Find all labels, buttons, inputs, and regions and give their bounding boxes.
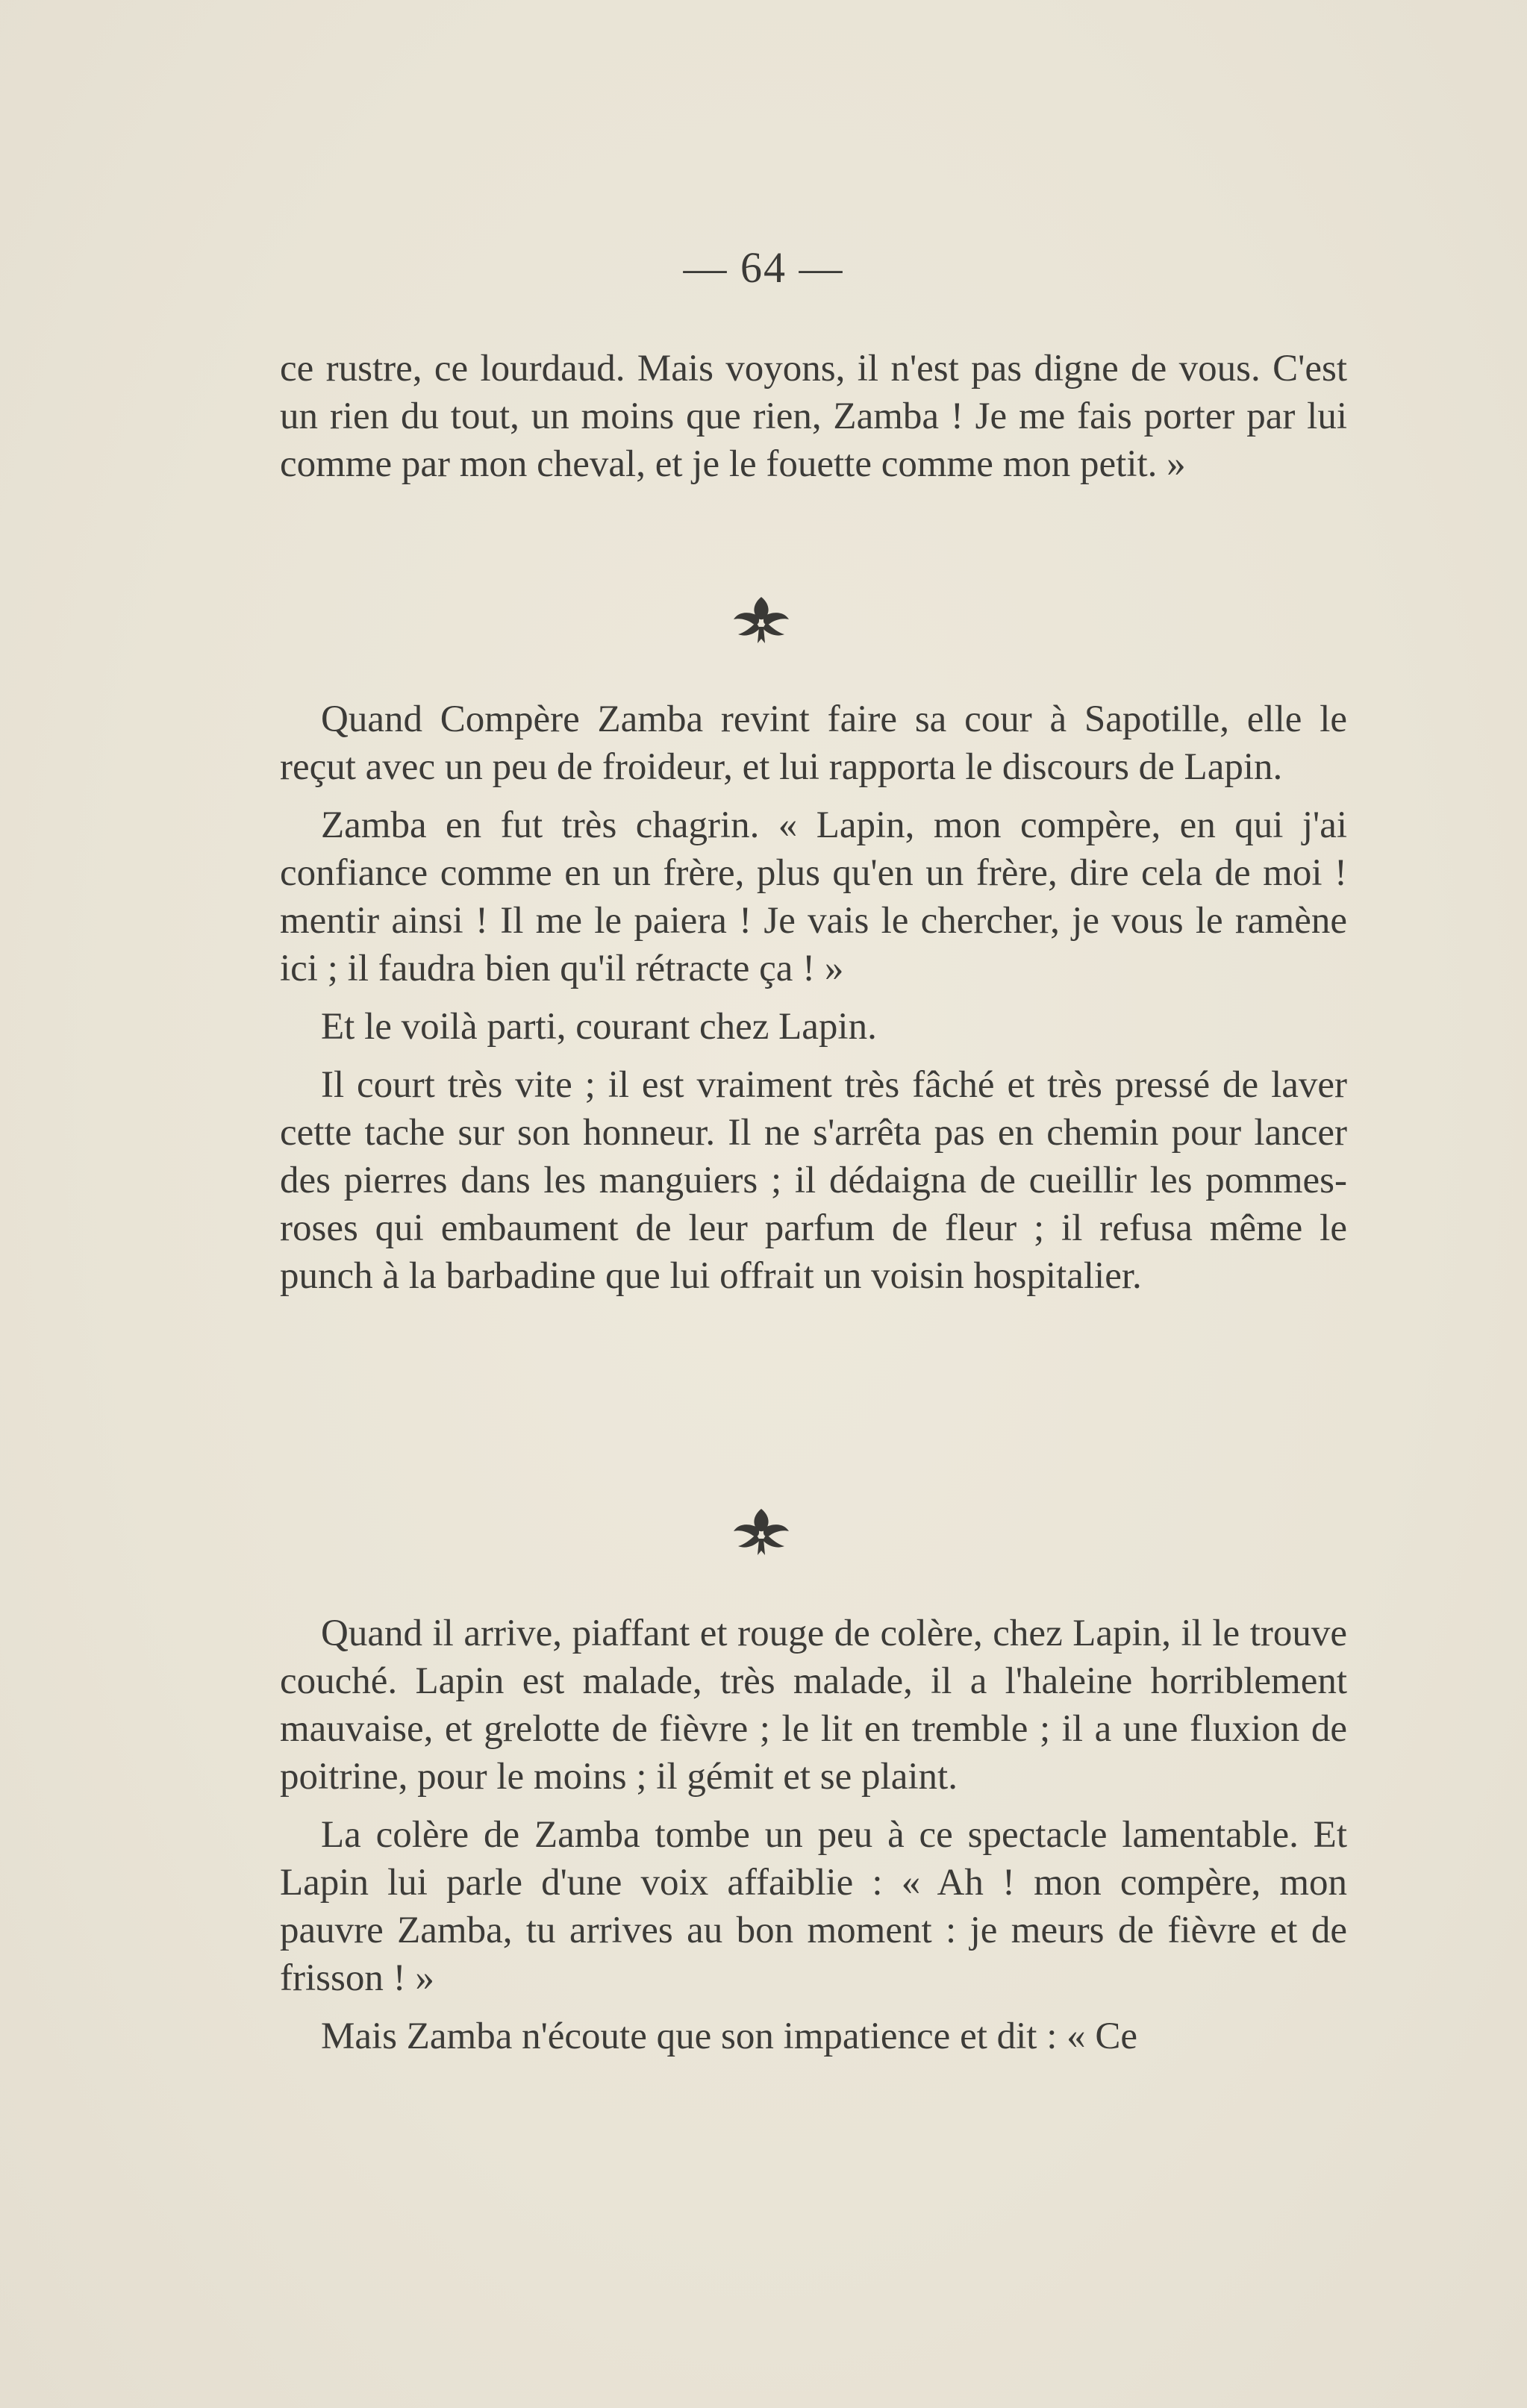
paragraph: Il court très vite ; il est vraiment très fâché et très pressé de laver cette tache sur son honneur. Il ne s'arrêta pas en chemin pour lancer des pierres dans les manguiers ; il dédaigna de cueillir les pommes-roses qui embaument de leur parfum de fleur ; il refusa même le punch à la barbadine que lui offrait un voisin hospitalier. bbox=[280, 1064, 1347, 1297]
paragraph: Mais Zamba n'écoute que son impatience et dit : « Ce bbox=[321, 2015, 1138, 2057]
page-number: — 64 — bbox=[683, 243, 844, 292]
text-block-middle bbox=[280, 695, 1347, 1300]
paragraph: Quand Compère Zamba revint faire sa cour à Sapotille, elle le reçut avec un peu de froideur, et lui rapporta le discours de Lapin. bbox=[280, 698, 1347, 788]
text-block-bottom bbox=[280, 1610, 1347, 2060]
paragraph: Zamba en fut très chagrin. « Lapin, mon compère, en qui j'ai confiance comme en un frère, plus qu'en un frère, dire cela de moi ! mentir ainsi ! Il me le paiera ! Je vais le chercher, je vous le ramène ici ; il faudra bien qu'il rétracte ça ! » bbox=[280, 804, 1347, 989]
paragraph: Quand il arrive, piaffant et rouge de colère, chez Lapin, il le trouve couché. Lapin est malade, très malade, il a l'haleine horriblement mauvaise, et grelotte de fièvre ; le lit en tremble ; il a une fluxion de poitrine, pour le moins ; il gémit et se plaint. bbox=[280, 1613, 1347, 1798]
fleuron-icon bbox=[713, 1501, 810, 1561]
text-block-top bbox=[280, 345, 1347, 488]
paragraph: ce rustre, ce lourdaud. Mais voyons, il n'est pas digne de vous. C'est un rien du tout, un moins que rien, Zamba ! Je me fais porter par lui comme par mon cheval, et je le fouette comme mon petit. » bbox=[280, 348, 1347, 485]
fleuron-icon bbox=[713, 590, 810, 649]
paragraph: Et le voilà parti, courant chez Lapin. bbox=[321, 1006, 877, 1048]
paragraph: La colère de Zamba tombe un peu à ce spectacle lamentable. Et Lapin lui parle d'une voix affaiblie : « Ah ! mon compère, mon pauvre Zamba, tu arrives au bon moment : je meurs de fièvre et de frisson ! » bbox=[280, 1814, 1347, 1999]
